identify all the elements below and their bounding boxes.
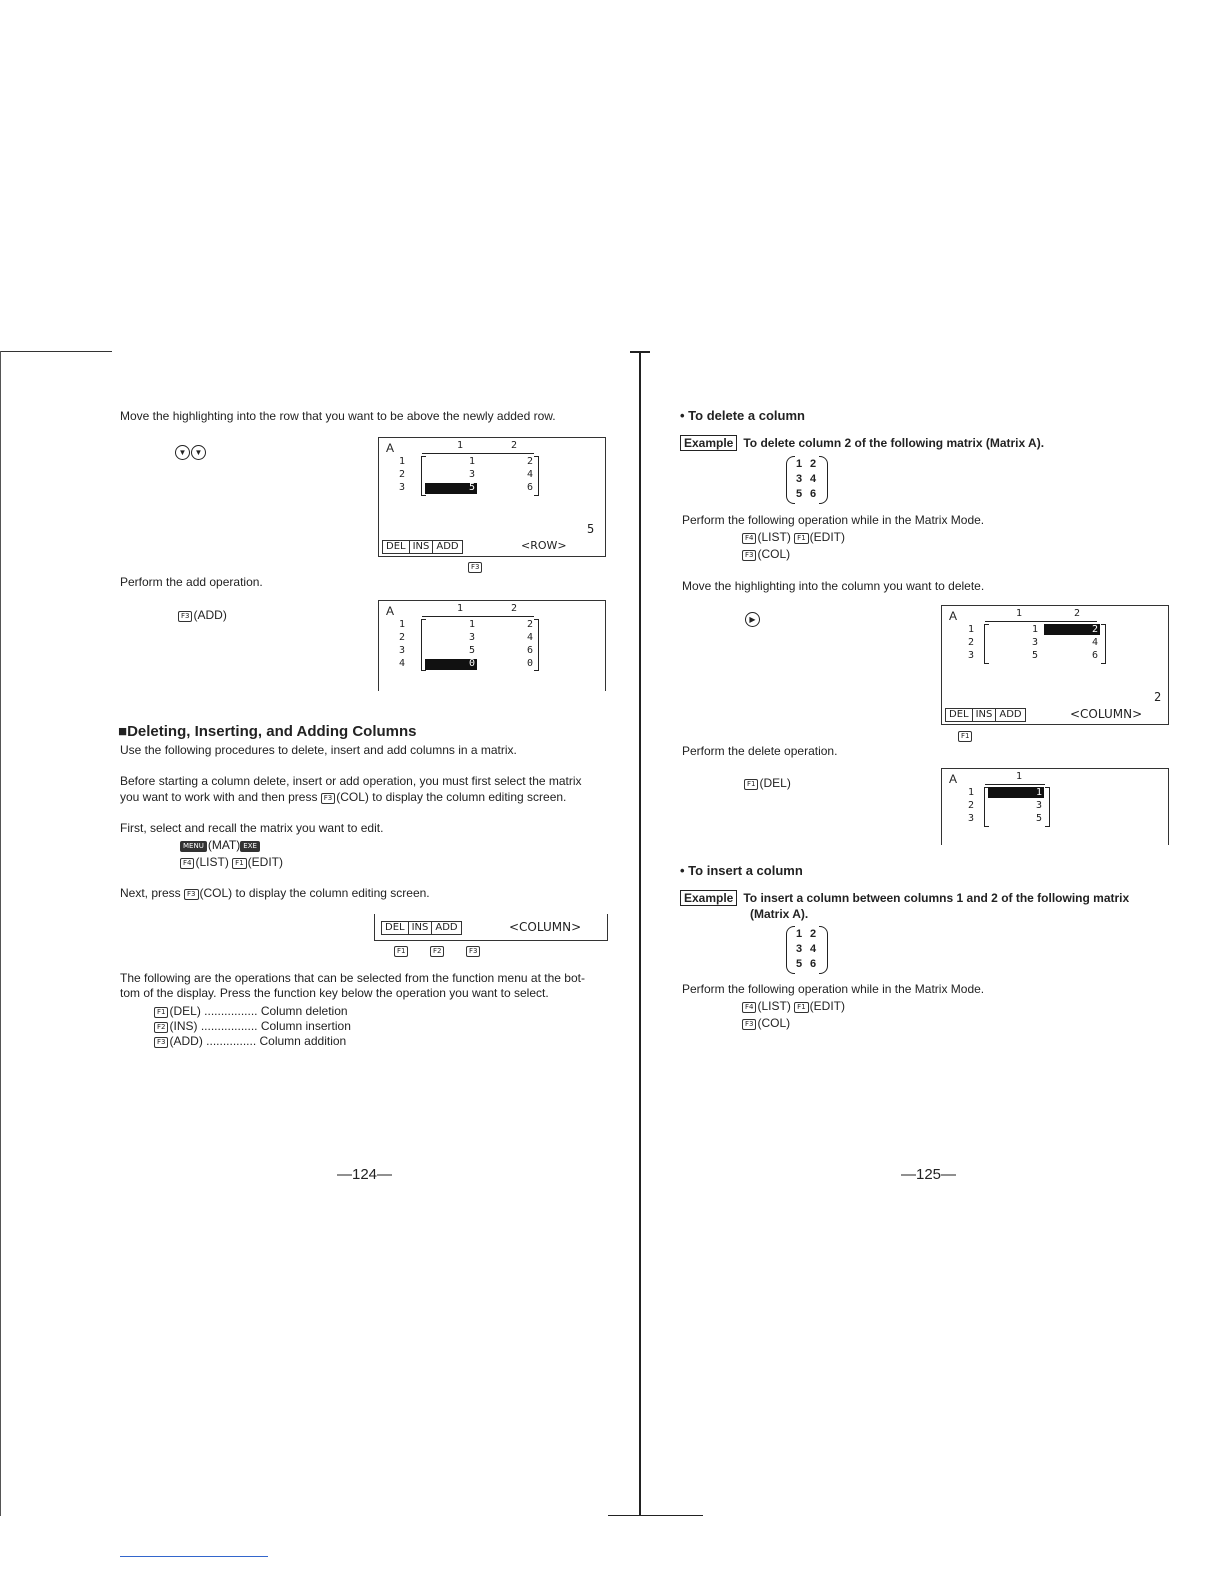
bottom-link-line	[120, 1556, 268, 1557]
col-header: 2	[511, 603, 518, 614]
menu-del[interactable]: DEL	[382, 540, 410, 554]
f3-key[interactable]: F3	[154, 1037, 168, 1048]
menu-mat-keys: MENU (MAT) EXE	[180, 838, 261, 852]
center-spine	[639, 351, 641, 1516]
f3-key[interactable]: F3	[468, 562, 482, 573]
matrix-name: A	[949, 609, 958, 623]
col-header: 1	[457, 603, 464, 614]
row-number: 2	[968, 800, 975, 811]
f3-key[interactable]: F3	[184, 889, 198, 900]
row-number: 1	[399, 619, 406, 630]
cell: 3	[1036, 800, 1043, 811]
spine-top-mark	[630, 351, 650, 353]
op-add: F3 (ADD) ............... Column addition	[154, 1034, 346, 1048]
left-margin-line	[0, 351, 1, 1516]
status-value: 2	[1154, 690, 1162, 704]
cell: 1	[469, 619, 476, 630]
menu-del[interactable]: DEL	[381, 921, 409, 935]
matrix-a: 1 2 3 4 5 6	[786, 456, 828, 504]
cell: 5	[469, 645, 476, 656]
cell: 3	[469, 469, 476, 480]
down-arrow-icon: ▼	[191, 445, 206, 460]
op-insert: F2 (INS) ................. Column insertion	[154, 1019, 351, 1033]
f4-key[interactable]: F4	[742, 1002, 756, 1013]
cell: 6	[527, 645, 534, 656]
menu-key[interactable]: MENU	[180, 841, 207, 852]
menu-ins[interactable]: INS	[972, 708, 997, 722]
mode-label: <ROW>	[521, 539, 567, 552]
row-number: 1	[968, 624, 975, 635]
perform-delete-text: Perform the delete operation.	[682, 744, 838, 758]
f3-key[interactable]: F3	[321, 793, 335, 804]
perform-text-2: Perform the following operation while in the Matrix Mode.	[682, 982, 985, 996]
function-menu	[381, 920, 461, 935]
f3-key[interactable]: F3	[742, 550, 756, 561]
add-text: Perform the add operation.	[120, 575, 263, 589]
insert-column-heading: • To insert a column	[680, 863, 803, 878]
menu-add[interactable]: ADD	[432, 540, 462, 554]
col-header: 1	[457, 440, 464, 451]
col-key: F3 (COL)	[742, 547, 790, 561]
intro-text: Move the highlighting into the row that you want to be above the newly added row.	[120, 409, 556, 423]
f3-key[interactable]: F3	[178, 611, 192, 622]
f1-key[interactable]: F1	[744, 779, 758, 790]
col-key: F3 (COL)	[742, 1016, 790, 1030]
ops-text-2: tom of the display. Press the function key below the operation you want to select.	[120, 986, 549, 1000]
crop-mark-left	[0, 351, 112, 352]
cell: 5	[1032, 650, 1039, 661]
cell: 1	[1032, 624, 1039, 635]
page-number-left: —124—	[337, 1166, 393, 1183]
list-edit-keys: F4 (LIST) F1 (EDIT)	[180, 855, 283, 869]
matrix-name: A	[949, 772, 958, 786]
example-delete: Example To delete column 2 of the following matrix (Matrix A).	[680, 435, 1044, 451]
menu-ins[interactable]: INS	[409, 540, 434, 554]
op-delete: F1 (DEL) ................ Column deletion	[154, 1004, 348, 1018]
delete-column-heading: • To delete a column	[680, 408, 805, 423]
mode-label: <COLUMN>	[1070, 707, 1143, 721]
col-header: 1	[1016, 771, 1023, 782]
menu-add[interactable]: ADD	[431, 921, 461, 935]
cell: 1	[469, 456, 476, 467]
row-number: 3	[399, 645, 406, 656]
cell: 2	[527, 619, 534, 630]
menu-add[interactable]: ADD	[995, 708, 1025, 722]
before-text-2: you want to work with and then press F3 (COL) to display the column editing screen.	[120, 790, 567, 804]
f4-key[interactable]: F4	[180, 858, 194, 869]
before-text-1: Before starting a column delete, insert or add operation, you must first select the matrix	[120, 774, 582, 788]
f3-key[interactable]: F3	[466, 946, 480, 957]
menu-del[interactable]: DEL	[945, 708, 973, 722]
row-number: 3	[968, 650, 975, 661]
calculator-screen-column-menu	[374, 914, 608, 941]
matrix-name: A	[386, 441, 395, 455]
f2-key[interactable]: F2	[430, 946, 444, 957]
cell: 4	[1092, 637, 1099, 648]
row-number: 1	[399, 456, 406, 467]
cell: 3	[469, 632, 476, 643]
cursor-down-keys	[175, 444, 207, 460]
status-value: 5	[587, 522, 595, 536]
f1-key[interactable]: F1	[958, 731, 972, 742]
page-number-right: —125—	[901, 1166, 957, 1183]
cell: 4	[527, 469, 534, 480]
matrix-a: 1 2 3 4 5 6	[786, 926, 828, 974]
mode-label: <COLUMN>	[509, 920, 582, 934]
cell-highlighted: 2	[1092, 624, 1099, 635]
add-operation: F3 (ADD)	[178, 608, 227, 622]
down-arrow-icon: ▼	[175, 445, 190, 460]
example-badge: Example	[680, 890, 737, 906]
example-badge: Example	[680, 435, 737, 451]
f1-key[interactable]: F1	[232, 858, 246, 869]
cell: 4	[527, 632, 534, 643]
move-text: Move the highlighting into the column you want to delete.	[682, 579, 985, 593]
row-number: 1	[968, 787, 975, 798]
col-header: 2	[511, 440, 518, 451]
calculator-screen-after-delete	[941, 768, 1169, 845]
exe-key[interactable]: EXE	[240, 841, 260, 852]
first-text: First, select and recall the matrix you want to edit.	[120, 821, 384, 835]
example-insert: Example To insert a column between columns 1 and 2 of the following matrix	[680, 890, 1129, 906]
row-number: 3	[399, 482, 406, 493]
square-bullet-icon: ■	[118, 723, 128, 740]
f2-key[interactable]: F2	[154, 1022, 168, 1033]
perform-text: Perform the following operation while in the Matrix Mode.	[682, 513, 985, 527]
row-number: 3	[968, 813, 975, 824]
cell: 3	[1032, 637, 1039, 648]
list-edit-keys: F4 (LIST) F1 (EDIT)	[742, 999, 845, 1013]
cell: 5	[1036, 813, 1043, 824]
cell: 0	[527, 658, 534, 669]
cell-highlighted: 5	[469, 482, 476, 493]
spine-bottom-mark	[608, 1515, 703, 1516]
cell: 6	[1092, 650, 1099, 661]
cell: 6	[527, 482, 534, 493]
calculator-screen-after-add	[378, 600, 606, 691]
row-number: 4	[399, 658, 406, 669]
row-number: 2	[968, 637, 975, 648]
f1-key[interactable]: F1	[794, 533, 808, 544]
function-menu	[382, 539, 462, 554]
del-operation: F1 (DEL)	[744, 776, 791, 790]
section-subtitle: Use the following procedures to delete, insert and add columns in a matrix.	[120, 743, 517, 757]
f1-key[interactable]: F1	[794, 1002, 808, 1013]
next-text: Next, press F3 (COL) to display the column editing screen.	[120, 886, 430, 900]
right-arrow-icon: ▶	[745, 612, 760, 627]
list-edit-keys: F4 (LIST) F1 (EDIT)	[742, 530, 845, 544]
f1-key[interactable]: F1	[394, 946, 408, 957]
col-header: 2	[1074, 608, 1081, 619]
section-title: ■Deleting, Inserting, and Adding Columns	[118, 723, 417, 740]
row-number: 2	[399, 632, 406, 643]
cell-highlighted: 1	[1036, 787, 1043, 798]
f1-key[interactable]: F1	[154, 1007, 168, 1018]
menu-ins[interactable]: INS	[408, 921, 433, 935]
calculator-screen-row-edit	[378, 437, 606, 557]
calculator-screen-column-edit	[941, 605, 1169, 725]
row-number: 2	[399, 469, 406, 480]
example-insert-2: (Matrix A).	[750, 907, 809, 921]
col-header: 1	[1016, 608, 1023, 619]
f3-key[interactable]: F3	[742, 1019, 756, 1030]
cell: 2	[527, 456, 534, 467]
function-menu	[945, 707, 1025, 722]
cell-highlighted: 0	[469, 658, 476, 669]
ops-text-1: The following are the operations that can be selected from the function menu at the bot-	[120, 971, 585, 985]
f4-key[interactable]: F4	[742, 533, 756, 544]
matrix-name: A	[386, 604, 395, 618]
